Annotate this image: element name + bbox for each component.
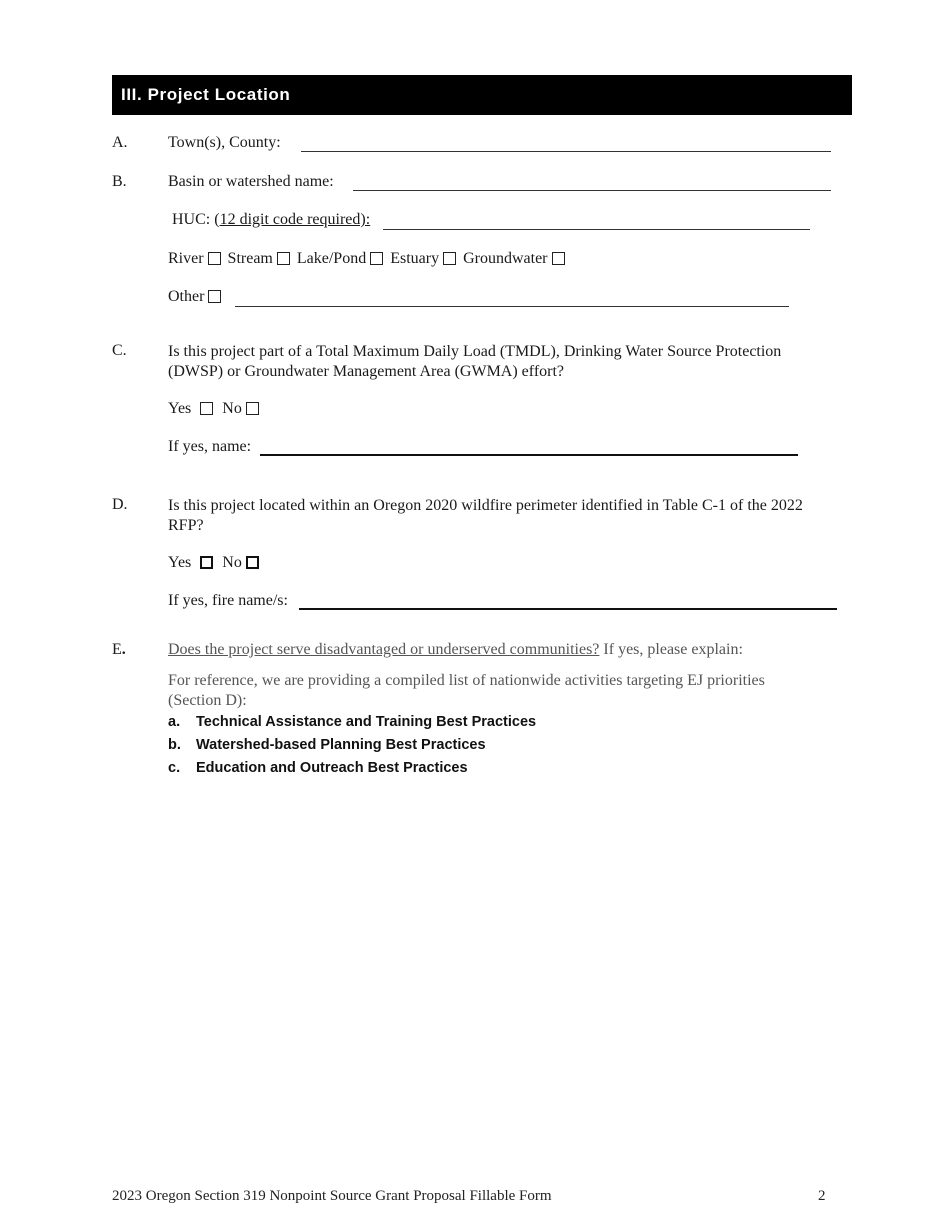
basin-name-label: Basin or watershed name: (168, 173, 334, 190)
page-number: 2 (818, 1188, 826, 1204)
water-type-label: River (168, 250, 204, 267)
water-type-label: Lake/Pond (296, 250, 367, 267)
list-item: c. Education and Outreach Best Practices (168, 760, 468, 776)
wildfire-no-checkbox[interactable] (246, 556, 259, 569)
wildfire-yes-no-row (168, 554, 262, 572)
ej-question: Does the project serve disadvantaged or underserved communities? If yes, please explain: (168, 641, 743, 658)
huc-label: HUC: (12 digit code required): (172, 211, 371, 228)
ej-question-link[interactable]: Does the project serve disadvantaged or underserved communities? (168, 641, 600, 658)
water-type-row (168, 250, 568, 268)
tmdl-no-checkbox[interactable] (246, 402, 259, 415)
item-letter-d: D. (112, 496, 128, 513)
item-letter-b: B. (112, 173, 127, 190)
town-county-field[interactable] (301, 151, 831, 152)
river-checkbox[interactable] (208, 252, 221, 265)
other-row (168, 288, 224, 306)
item-letter-e: E. (112, 641, 126, 658)
estuary-checkbox[interactable] (443, 252, 456, 265)
yes-label: Yes (168, 554, 192, 571)
no-label: No (222, 400, 242, 417)
tmdl-yes-no-row (168, 400, 262, 418)
page-footer: 2023 Oregon Section 319 Nonpoint Source Grant Proposal Fillable Form (112, 1188, 552, 1204)
stream-checkbox[interactable] (277, 252, 290, 265)
ej-reference-text: For reference, we are providing a compiled list of nationwide activities targeting EJ priorities (Section D): (168, 672, 765, 709)
ej-best-practices-list (168, 711, 536, 780)
water-type-label: Groundwater (463, 250, 548, 267)
tmdl-name-field[interactable] (260, 454, 798, 456)
yes-label: Yes (168, 400, 192, 417)
lake-pond-checkbox[interactable] (370, 252, 383, 265)
other-label: Other (168, 288, 205, 305)
no-label: No (222, 554, 242, 571)
water-type-label: Stream (227, 250, 273, 267)
basin-name-field[interactable] (353, 190, 831, 191)
tmdl-name-label: If yes, name: (168, 438, 252, 455)
huc-field[interactable] (383, 229, 810, 230)
town-county-label: Town(s), County: (168, 134, 281, 151)
groundwater-checkbox[interactable] (552, 252, 565, 265)
item-letter-c: C. (112, 342, 127, 359)
wildfire-yes-checkbox[interactable] (200, 556, 213, 569)
water-type-label: Estuary (390, 250, 440, 267)
fire-name-field[interactable] (299, 608, 837, 610)
tmdl-question: Is this project part of a Total Maximum Daily Load (TMDL), Drinking Water Source Protection (DWSP) or Groundwater Management Area (GWMA) effort? (168, 343, 782, 380)
section-header: III. Project Location (112, 75, 852, 115)
list-item: a. Technical Assistance and Training Best Practices (168, 714, 537, 730)
tmdl-yes-checkbox[interactable] (200, 402, 213, 415)
item-letter-a: A. (112, 134, 128, 151)
list-item: b. Watershed-based Planning Best Practices (168, 737, 486, 753)
fire-name-label: If yes, fire name/s: (168, 592, 288, 609)
wildfire-question: Is this project located within an Oregon 2020 wildfire perimeter identified in Table C-1 of the 2022 RFP? (168, 497, 803, 534)
other-checkbox[interactable] (208, 290, 221, 303)
other-field[interactable] (235, 306, 789, 307)
